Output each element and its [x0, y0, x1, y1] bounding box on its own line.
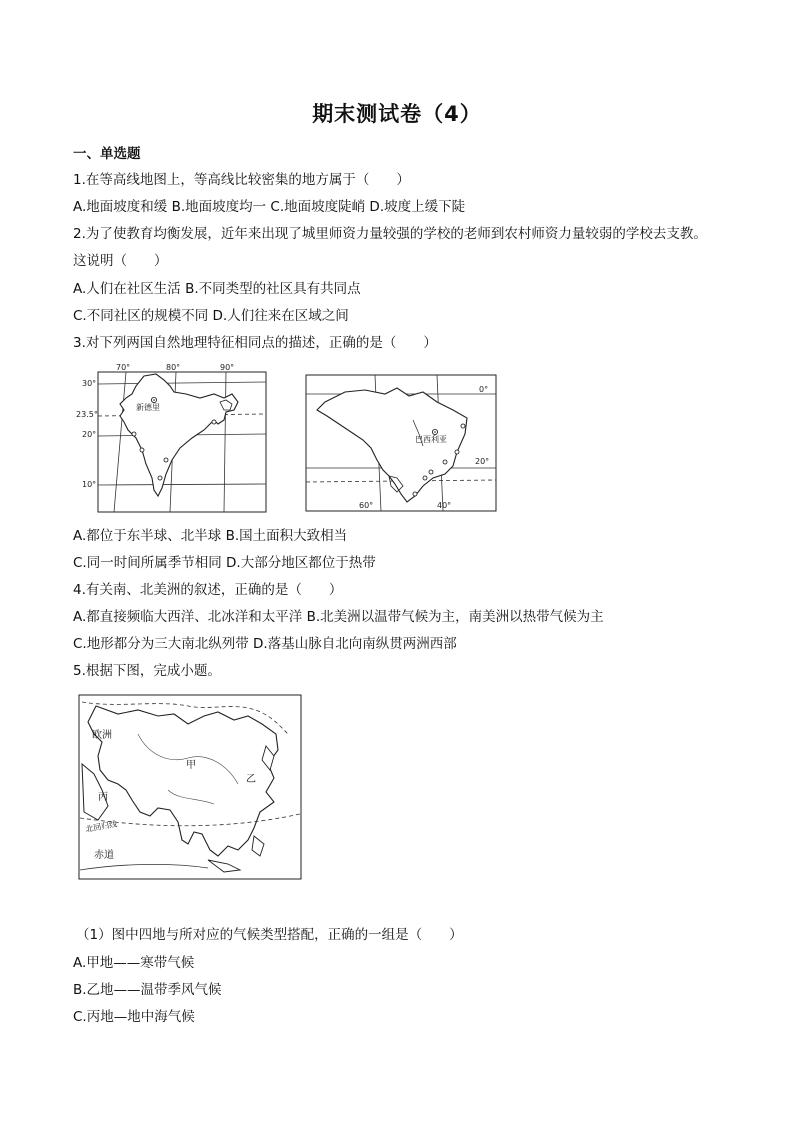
question-4-options-ab: A.都直接频临大西洋、北冰洋和太平洋 B.北美洲以温带气候为主，南美洲以热带气候为主 — [73, 609, 604, 625]
tropic-label: 北回归线 — [84, 819, 118, 834]
india-lon-label: 90° — [220, 364, 235, 372]
question-5-sub1-option-c: C.丙地—地中海气候 — [73, 1009, 195, 1025]
yi-label: 乙 — [246, 774, 256, 785]
india-lat-label: 23.5° — [76, 410, 98, 419]
question-5-sub1-option-a: A.甲地——寒带气候 — [73, 955, 195, 971]
india-lat-label: 30° — [82, 379, 97, 388]
europe-label: 欧洲 — [92, 730, 112, 741]
question-3-options-cd: C.同一时间所属季节相同 D.大部分地区都位于热带 — [73, 555, 376, 571]
india-capital-label: 新德里 — [136, 403, 160, 412]
question-1-stem: 1.在等高线地图上，等高线比较密集的地方属于（ ） — [73, 172, 410, 188]
question-3-options-ab: A.都位于东半球、北半球 B.国土面积大致相当 — [73, 528, 348, 544]
brazil-lon-label: 60° — [359, 501, 374, 510]
jia-label: 甲 — [186, 760, 196, 771]
india-lon-label: 70° — [116, 364, 131, 372]
brazil-lat-label: 0° — [479, 385, 489, 394]
asia-map — [78, 694, 302, 880]
section-heading: 一、单选题 — [73, 146, 141, 162]
brazil-capital-label: 巴西利亚 — [415, 435, 447, 444]
page-title: 期末测试卷（4） — [312, 102, 482, 126]
question-5-sub1-option-b: B.乙地——温带季风气候 — [73, 982, 222, 998]
question-4-stem: 4.有关南、北美洲的叙述，正确的是（ ） — [73, 582, 343, 598]
question-2-options-ab: A.人们在社区生活 B.不同类型的社区具有共同点 — [73, 281, 361, 297]
question-1-options: A.地面坡度和缓 B.地面坡度均一 C.地面坡度陡峭 D.坡度上缓下陡 — [73, 199, 466, 215]
question-5-sub1-stem: （1）图中四地与所对应的气候类型搭配，正确的一组是（ ） — [76, 927, 463, 943]
question-2-stem-line1: 2.为了使教育均衡发展，近年来出现了城里师资力量较强的学校的老师到农村师资力量较弱的学校去支教。 — [73, 226, 707, 242]
brazil-lat-label: 20° — [475, 457, 490, 466]
india-map — [74, 364, 270, 514]
question-3-stem: 3.对下列两国自然地理特征相同点的描述，正确的是（ ） — [73, 335, 437, 351]
question-2-options-cd: C.不同社区的规模不同 D.人们往来在区域之间 — [73, 308, 349, 324]
question-5-stem: 5.根据下图，完成小题。 — [73, 663, 221, 679]
india-lat-label: 20° — [82, 430, 97, 439]
bing-label: 丙 — [98, 792, 108, 803]
equator-label: 赤道 — [94, 850, 114, 861]
india-lat-label: 10° — [82, 480, 97, 489]
question-4-options-cd: C.地形都分为三大南北纵列带 D.落基山脉自北向南纵贯两洲西部 — [73, 636, 457, 652]
brazil-lon-label: 40° — [437, 501, 452, 510]
india-lon-label: 80° — [166, 364, 181, 372]
brazil-map — [305, 374, 497, 512]
question-2-stem-line2: 这说明（ ） — [73, 253, 168, 269]
